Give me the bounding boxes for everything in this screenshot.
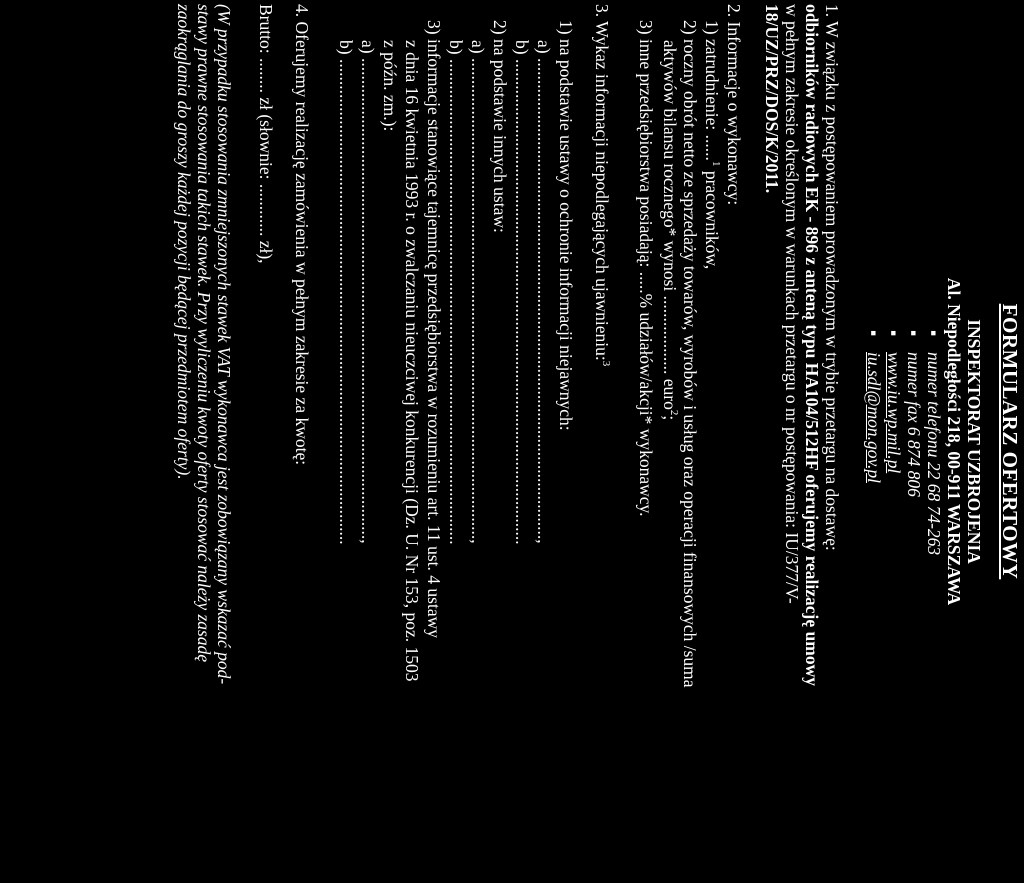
section1-line3: w pełnym zakresie określonym w warunkach przetargu o nr postępowania: IU/377/V- bbox=[782, 4, 802, 604]
section3-item2-b: b) ............................................................................................................... bbox=[446, 40, 466, 545]
section3-item1: 1) na podstawie ustawy o ochronie informacji niejawnych: bbox=[556, 20, 576, 431]
section3-item3-line1: 3) informacje stanowiące tajemnicę przedsiębiorstwa w rozumieniu art. 11 ust. 4 ustawy bbox=[424, 20, 444, 638]
section3-item1-a: a) .............................................................................................................., bbox=[534, 40, 554, 544]
section3-item2: 2) na podstawie innych ustaw: bbox=[490, 20, 510, 233]
vat-note-line2: stawy prawne stosowania takich stawek. Przy wyliczeniu kwoty oferty stosować należy zasadę bbox=[194, 4, 214, 663]
header-name: INSPEKTORAT UZBROJENIA bbox=[964, 319, 984, 564]
section3-item3-line2: z dnia 16 kwietnia 1993 r. o zwalczaniu nieuczciwej konkurencji (Dz. U. Nr 153, poz. 1503 bbox=[402, 40, 422, 682]
section3-heading: 3. Wykaz informacji niepodlegających ujawnieniu:$^3$ bbox=[592, 4, 612, 367]
section4-heading: 4. Oferujemy realizację zamówienia w pełnym zakresie za kwotę: bbox=[292, 4, 312, 466]
section2-item2-line2: aktywów bilansu rocznego* wynosi .................. euro$^2$; bbox=[660, 40, 680, 421]
vat-note-line1: (W przypadku stosowania zmniejszonych stawek VAT wykonawca jest zobowiązany wskazać pod- bbox=[214, 4, 234, 685]
header-email: ▪ iu.sdl@mon.gov.pl bbox=[864, 352, 884, 483]
section3-item1-b: b) ............................................................................................................... bbox=[512, 40, 532, 545]
form-title: FORMULARZ OFERTOWY bbox=[998, 303, 1022, 580]
section3-item3-line3: z późn. zm.): bbox=[380, 40, 400, 132]
section3-item2-a: a) .............................................................................................................., bbox=[468, 40, 488, 544]
vat-note-line3: zaokrąglania do groszy każdej pozycji będącej przedmiotem oferty). bbox=[174, 4, 194, 480]
header-address: Al. Niepodległości 218, 00-911 WARSZAWA bbox=[944, 277, 964, 606]
section3-item3-a: a) .............................................................................................................., bbox=[358, 40, 378, 544]
section1-line4: 18/UZ/PRZ/DOS/K/2011. bbox=[762, 4, 782, 194]
section2-item1: 1) zatrudnienie: ......$^1$ pracowników, bbox=[702, 20, 722, 270]
section2-item3: 3) inne przedsiębiorstwa posiadają: .....% udziałów/akcji* wykonawcy. bbox=[636, 20, 656, 517]
header-www: ▪ www.iu.wp.mil.pl bbox=[884, 352, 904, 473]
section2-item2-line1: 2) roczny obrót netto ze sprzedaży towarów, wyrobów i usług oraz operacji finansowych /suma bbox=[680, 20, 700, 688]
section2-heading: 2. Informacje o wykonawcy: bbox=[724, 4, 744, 206]
brutto-line: Brutto: ........ zł (słownie: ............ zł), bbox=[256, 4, 276, 264]
header-phone: ▪ numer telefonu 22 68 74-263 bbox=[924, 352, 944, 555]
section3-item3-b: b) ............................................................................................................... bbox=[336, 40, 356, 545]
section1-line1: 1. W związku z postępowaniem prowadzonym w trybie przetargu na dostawę: bbox=[822, 4, 842, 551]
header-fax: ▪ numer fax 6 874 806 bbox=[904, 352, 924, 497]
section1-line2: odbiorników radiowych EK - 896 z anteną typu HA104/512HF oferujemy realizację umowy bbox=[802, 4, 822, 686]
